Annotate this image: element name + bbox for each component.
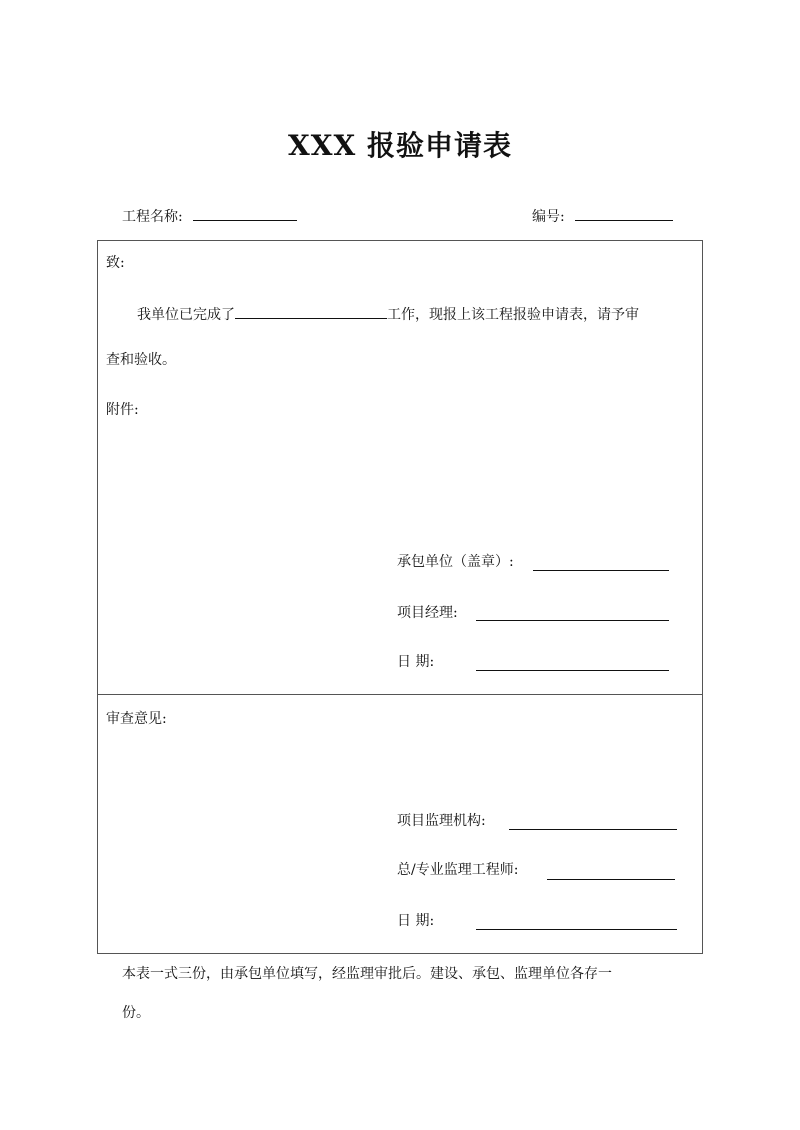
review-date-field[interactable]: [476, 929, 677, 930]
project-name-field[interactable]: [193, 206, 297, 221]
body-prefix: 我单位已完成了: [137, 307, 235, 323]
project-name-label: 工程名称:: [122, 209, 183, 225]
application-body-line1: [137, 304, 639, 325]
manager-field[interactable]: [476, 620, 669, 621]
number-row: [532, 206, 673, 227]
body-suffix: 工作，现报上该工程报验申请表，请予审: [387, 307, 639, 323]
contractor-field[interactable]: [533, 570, 669, 571]
page-title: XXX 报验申请表: [288, 129, 512, 162]
application-date-label: 日 期:: [397, 654, 435, 670]
supervision-org-label: 项目监理机构:: [397, 813, 486, 829]
engineer-field[interactable]: [547, 879, 675, 880]
section-divider: [97, 694, 703, 695]
review-opinion-label: 审查意见:: [106, 711, 167, 727]
to-label: 致:: [106, 255, 125, 271]
application-form: [97, 240, 703, 954]
review-date-label: 日 期:: [397, 913, 435, 929]
number-label: 编号:: [532, 209, 565, 225]
contractor-label: 承包单位（盖章）:: [397, 554, 514, 570]
attachment-label: 附件:: [106, 402, 139, 418]
project-name-row: [122, 206, 297, 227]
manager-label: 项目经理:: [397, 605, 458, 621]
engineer-label: 总/专业监理工程师:: [397, 862, 519, 878]
number-field[interactable]: [575, 206, 673, 221]
footer-note-line2: 份。: [122, 1005, 150, 1021]
completed-work-field[interactable]: [235, 304, 387, 319]
footer-note-line1: 本表一式三份，由承包单位填写，经监理审批后。建设、承包、监理单位各存一: [122, 966, 612, 982]
supervision-org-field[interactable]: [509, 829, 677, 830]
application-body-line2: 查和验收。: [106, 352, 176, 368]
application-date-field[interactable]: [476, 670, 669, 671]
